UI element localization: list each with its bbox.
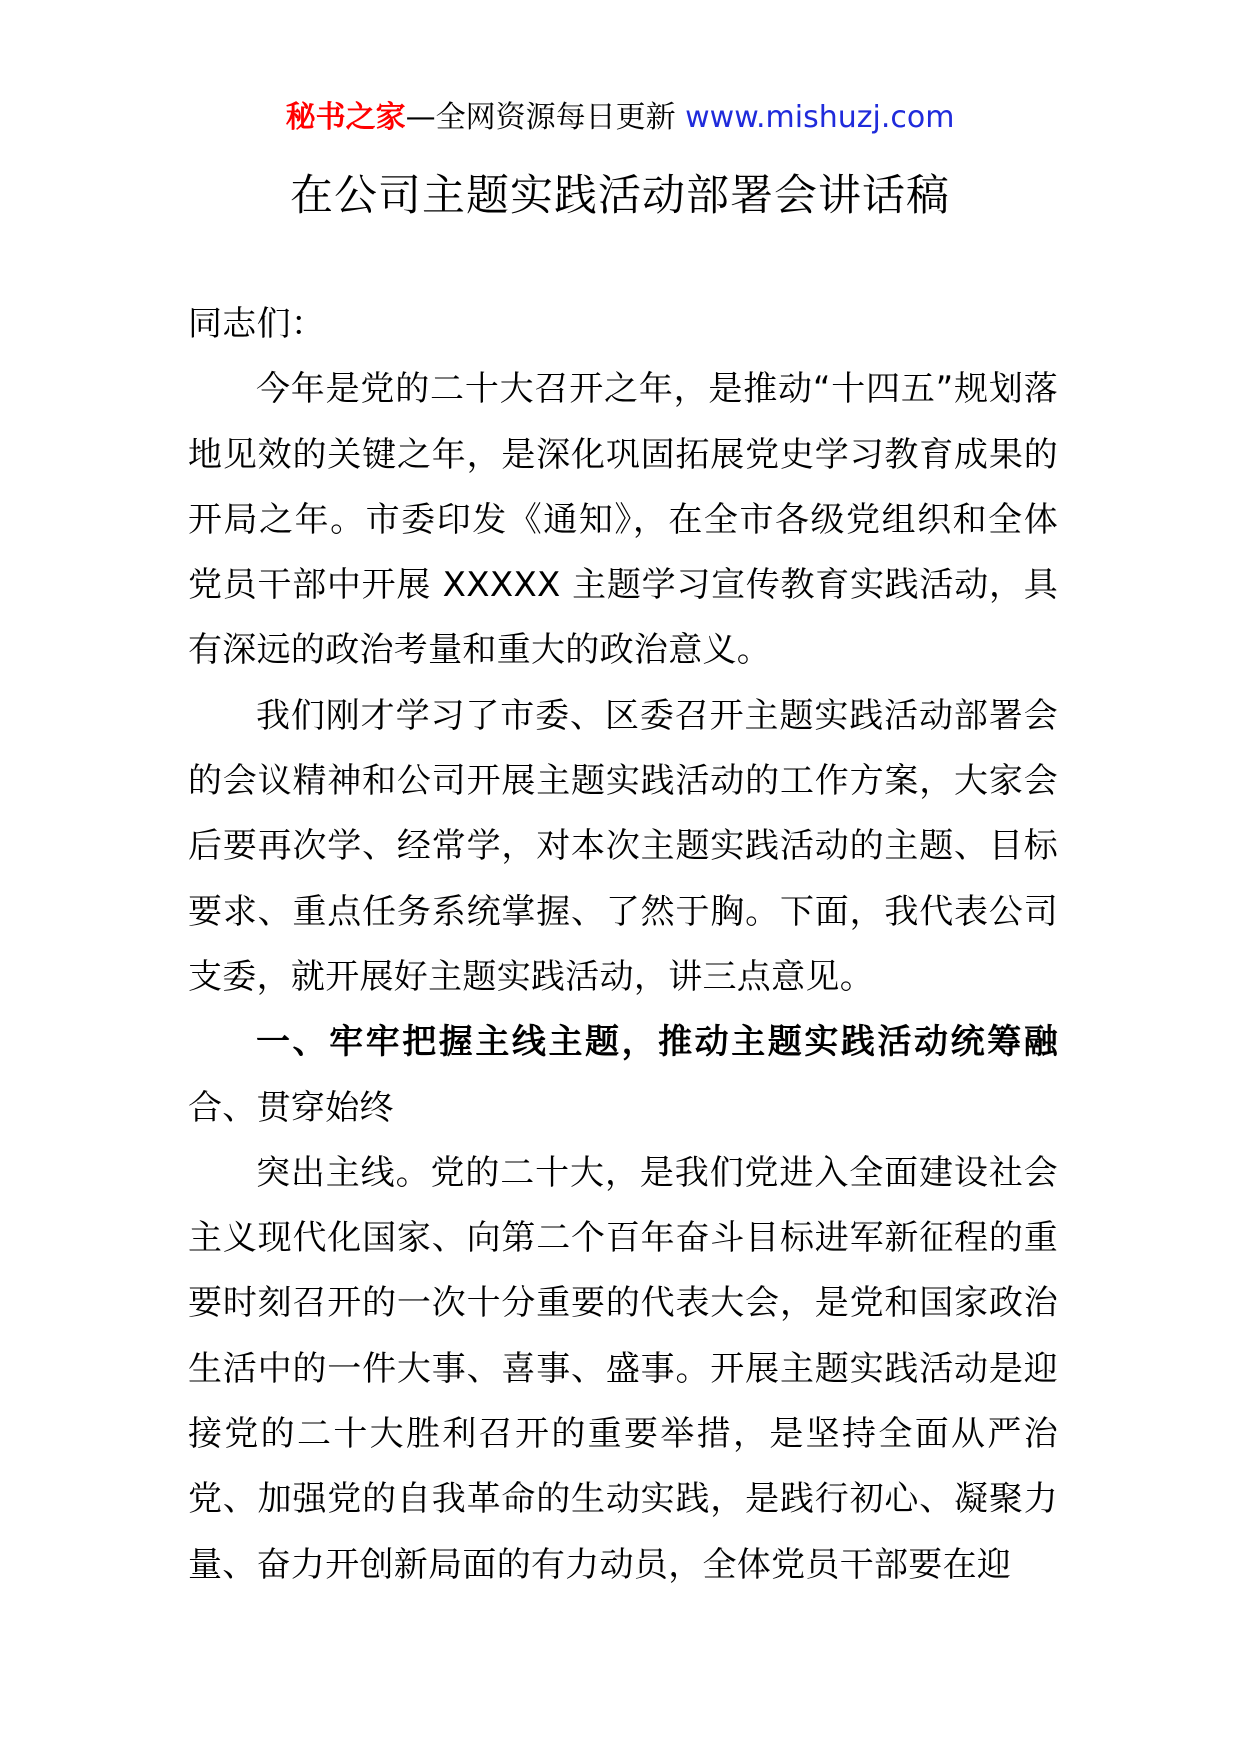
section-heading-bold: 一、牢牢把握主线主题，推动主题实践活动统筹融	[256, 1022, 1058, 1063]
banner-tagline: —全网资源每日更新	[405, 100, 676, 135]
brand-name: 秘书之家	[285, 100, 406, 135]
site-banner	[0, 98, 1240, 138]
document-title: 在公司主题实践活动部署会讲话稿	[290, 171, 950, 221]
paragraph-intro: 今年是党的二十大召开之年，是推动“十四五”规划落地见效的关键之年，是深化巩固拓展党史学习教育成果的开局之年。市委印发《通知》，在全市各级党组织和全体党员干部中开展 XXXXX 主题学习宣传教育实践活动，具有深远的政治考量和重大的政治意义。	[188, 369, 1058, 671]
document-body	[188, 292, 1058, 1598]
paragraph-main-line: 突出主线。党的二十大，是我们党进入全面建设社会主义现代化国家、向第二个百年奋斗目标进军新征程的重要时刻召开的一次十分重要的代表大会，是党和国家政治生活中的一件大事、喜事、盛事。开展主题实践活动是迎接党的二十大胜利召开的重要举措，是坚持全面从严治党、加强党的自我革命的生动实践，是践行初心、凝聚力量、奋力开创新局面的有力动员，全体党员干部要在迎	[188, 1152, 1058, 1585]
section-heading	[188, 1010, 1058, 1141]
salutation: 同志们：	[188, 304, 326, 344]
section-heading-rest: 合、贯穿始终	[188, 1087, 394, 1128]
site-url-link[interactable]: www.mishuzj.com	[685, 100, 955, 135]
paragraph-meeting: 我们刚才学习了市委、区委召开主题实践活动部署会的会议精神和公司开展主题实践活动的工作方案，大家会后要再次学、经常学，对本次主题实践活动的主题、目标要求、重点任务系统掌握、了然于胸。下面，我代表公司支委，就开展好主题实践活动，讲三点意见。	[188, 695, 1058, 997]
